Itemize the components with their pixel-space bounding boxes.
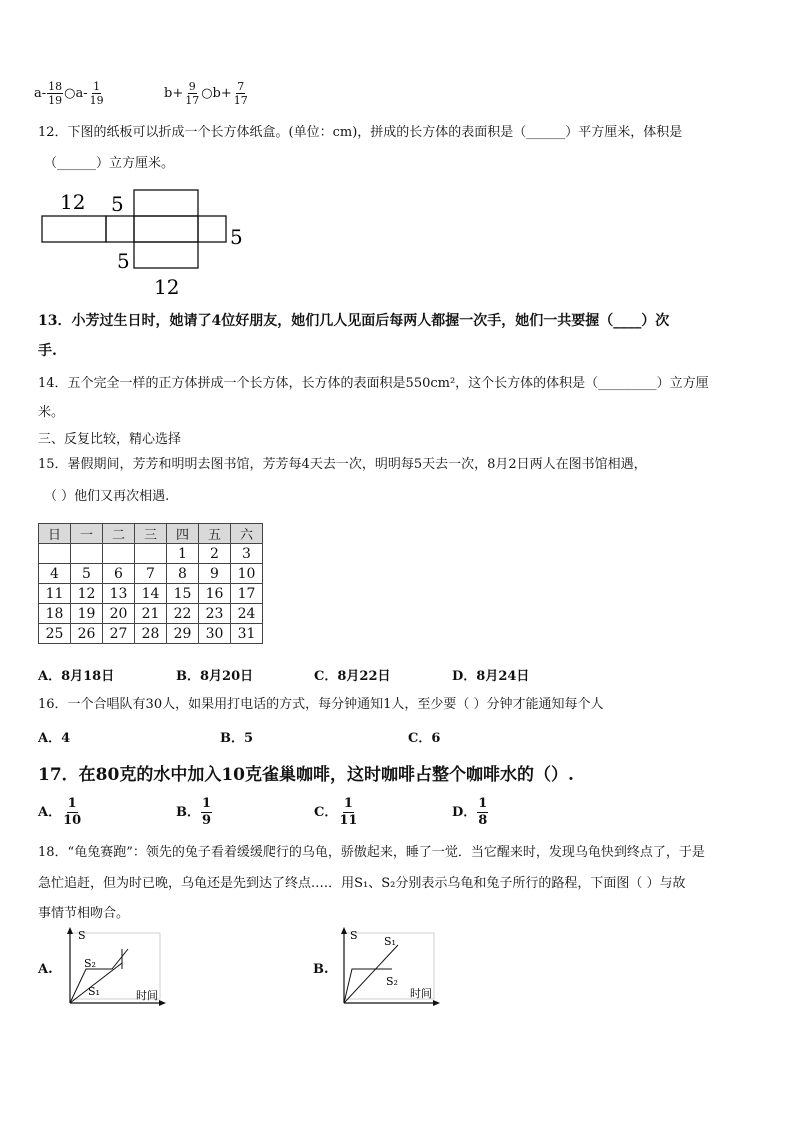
fraction: $\frac{1}{10}$ xyxy=(63,796,82,828)
q16-line1: 16．一个合唱队有30人，如果用打电话的方式，每分钟通知1人，至少要（ ）分钟才能通知每个人 xyxy=(38,697,604,712)
compare-right-b: b+ xyxy=(164,86,184,101)
net-label-5-right: 5 xyxy=(230,225,243,249)
calendar-cell: 14 xyxy=(135,584,167,604)
calendar-cell: 20 xyxy=(103,604,135,624)
compare-left-a: a- xyxy=(34,86,47,101)
calendar-row xyxy=(39,584,263,604)
q15-option-d[interactable]: D．8月24日 xyxy=(452,669,530,684)
august-calendar xyxy=(38,523,263,644)
q18-graph-b[interactable] xyxy=(330,925,442,1007)
calendar-cell: 4 xyxy=(39,564,71,584)
option-label: B． xyxy=(176,805,200,820)
net-face-left xyxy=(42,216,106,242)
net-label-12-top: 12 xyxy=(60,190,86,214)
calendar-cell: 19 xyxy=(71,604,103,624)
calendar-cell: 25 xyxy=(39,624,71,644)
x-axis-label: 时间 xyxy=(136,989,158,1002)
calendar-row xyxy=(39,604,263,624)
q18-option-a-label[interactable]: A. xyxy=(38,962,53,977)
calendar-cell: 29 xyxy=(167,624,199,644)
q17-option-c[interactable] xyxy=(314,796,359,829)
y-axis-label: S xyxy=(350,929,358,942)
fraction: $\frac{1}{19}$ xyxy=(89,80,104,107)
q17-option-b[interactable] xyxy=(176,796,213,829)
section-heading: 三、反复比较，精心选择 xyxy=(38,432,182,447)
q15-line2: （ ）他们又再次相遇. xyxy=(44,489,170,504)
q13-line1: 13．小芳过生日时，她请了4位好朋友，她们几人见面后每两人都握一次手，她们一共要握（____）次 xyxy=(38,313,670,329)
calendar-cell: 11 xyxy=(39,584,71,604)
compare-right xyxy=(164,80,250,107)
fraction: $\frac{1}{9}$ xyxy=(202,796,212,828)
calendar-cell: 13 xyxy=(103,584,135,604)
calendar-cell: 21 xyxy=(135,604,167,624)
calendar-cell: 24 xyxy=(231,604,263,624)
fraction: $\frac{9}{17}$ xyxy=(185,80,200,107)
calendar-cell: 30 xyxy=(199,624,231,644)
calendar-cell: 9 xyxy=(199,564,231,584)
calendar-cell: 10 xyxy=(231,564,263,584)
calendar-cell xyxy=(135,544,167,564)
q17-line1: 17．在80克的水中加入10克雀巢咖啡，这时咖啡占整个咖啡水的（）. xyxy=(38,765,574,785)
calendar-cell: 18 xyxy=(39,604,71,624)
compare-left xyxy=(34,80,106,107)
box-net-diagram xyxy=(38,186,258,298)
x-axis-arrow xyxy=(433,1000,440,1006)
q18-graph-a[interactable] xyxy=(56,925,168,1007)
option-label: A． xyxy=(38,805,62,820)
x-axis-label: 时间 xyxy=(410,987,432,1000)
x-axis-arrow xyxy=(159,1000,166,1006)
q15-option-b[interactable]: B．8月20日 xyxy=(176,669,254,684)
option-label: C． xyxy=(314,805,338,820)
compare-right-mid: ○b+ xyxy=(201,86,232,101)
calendar-cell: 6 xyxy=(103,564,135,584)
calendar-cell xyxy=(71,544,103,564)
net-face-mid-left xyxy=(106,216,134,242)
calendar-header-cell: 五 xyxy=(199,524,231,544)
fraction: $\frac{18}{19}$ xyxy=(48,80,63,107)
compare-left-mid: ○a- xyxy=(64,86,88,101)
q14-line2: 米。 xyxy=(38,405,65,420)
q18-line2: 急忙追赶，但为时已晚，乌龟还是先到达了终点.…．用S₁、S₂分别表示乌龟和兔子所行的路程，下面图（ ）与故 xyxy=(38,876,686,891)
calendar-cell: 1 xyxy=(167,544,199,564)
calendar-header-cell: 三 xyxy=(135,524,167,544)
calendar-header-cell: 六 xyxy=(231,524,263,544)
rabbit-path-s2 xyxy=(344,969,392,1003)
q15-option-c[interactable]: C．8月22日 xyxy=(314,669,391,684)
net-label-5-top: 5 xyxy=(111,192,124,216)
calendar-header-cell: 日 xyxy=(39,524,71,544)
net-face-center xyxy=(134,216,198,242)
q12-line1: 12．下图的纸板可以折成一个长方体纸盒。(单位：cm)，拼成的长方体的表面积是（______）平方厘米，体积是 xyxy=(38,125,683,140)
calendar-row xyxy=(39,544,263,564)
calendar-cell: 3 xyxy=(231,544,263,564)
q17-option-a[interactable] xyxy=(38,796,83,829)
q18-option-b-label[interactable]: B. xyxy=(313,962,329,977)
fraction: $\frac{7}{17}$ xyxy=(233,80,248,107)
q18-line1: 18．“龟兔赛跑”：领先的兔子看着缓缓爬行的乌龟，骄傲起来，睡了一觉．当它醒来时，发现乌龟快到终点了，于是 xyxy=(38,845,705,860)
s2-label: S₂ xyxy=(386,975,398,988)
calendar-row xyxy=(39,624,263,644)
calendar-cell: 28 xyxy=(135,624,167,644)
q16-option-a[interactable]: A．4 xyxy=(38,731,71,746)
calendar-cell: 7 xyxy=(135,564,167,584)
calendar-cell: 26 xyxy=(71,624,103,644)
net-face-bottom xyxy=(134,242,198,268)
tortoise-path-s1 xyxy=(344,945,398,1003)
s1-label: S₁ xyxy=(384,935,396,948)
s1-label: S₁ xyxy=(88,985,100,998)
calendar-cell xyxy=(39,544,71,564)
calendar-cell: 22 xyxy=(167,604,199,624)
calendar-header-cell: 四 xyxy=(167,524,199,544)
fraction: $\frac{1}{11}$ xyxy=(339,796,358,828)
net-face-top xyxy=(134,190,198,216)
q15-option-a[interactable]: A．8月18日 xyxy=(38,669,115,684)
calendar-cell: 12 xyxy=(71,584,103,604)
net-face-right xyxy=(198,216,226,242)
y-axis-arrow xyxy=(67,927,73,934)
calendar-header-cell: 一 xyxy=(71,524,103,544)
calendar-cell: 16 xyxy=(199,584,231,604)
y-axis-arrow xyxy=(341,927,347,934)
calendar-cell: 15 xyxy=(167,584,199,604)
y-axis-label: S xyxy=(78,929,86,942)
calendar-header-cell: 二 xyxy=(103,524,135,544)
fraction: $\frac{1}{8}$ xyxy=(478,796,488,828)
q13-line2: 手. xyxy=(38,343,57,359)
calendar-cell: 17 xyxy=(231,584,263,604)
calendar-cell: 5 xyxy=(71,564,103,584)
q17-option-d[interactable] xyxy=(452,796,489,829)
calendar-cell: 8 xyxy=(167,564,199,584)
q15-line1: 15．暑假期间，芳芳和明明去图书馆，芳芳每4天去一次，明明每5天去一次，8月2日两人在图书馆相遇， xyxy=(38,457,647,472)
q12-line2: （______）立方厘米。 xyxy=(44,156,175,171)
q18-line3: 事情节相吻合。 xyxy=(38,906,130,921)
calendar-row xyxy=(39,564,263,584)
net-label-5-bottom: 5 xyxy=(117,249,130,273)
calendar-cell xyxy=(103,544,135,564)
q16-option-b[interactable]: B．5 xyxy=(220,731,254,746)
net-label-12-bottom: 12 xyxy=(154,275,180,298)
calendar-cell: 31 xyxy=(231,624,263,644)
q16-option-c[interactable]: C．6 xyxy=(408,731,441,746)
option-label: D． xyxy=(452,805,477,820)
q14-line1: 14．五个完全一样的正方体拼成一个长方体，长方体的表面积是550cm²，这个长方体的体积是（_________）立方厘 xyxy=(38,376,709,391)
calendar-cell: 2 xyxy=(199,544,231,564)
calendar-cell: 23 xyxy=(199,604,231,624)
s2-label: S₂ xyxy=(84,957,96,970)
calendar-cell: 27 xyxy=(103,624,135,644)
calendar-header-row xyxy=(39,524,263,544)
